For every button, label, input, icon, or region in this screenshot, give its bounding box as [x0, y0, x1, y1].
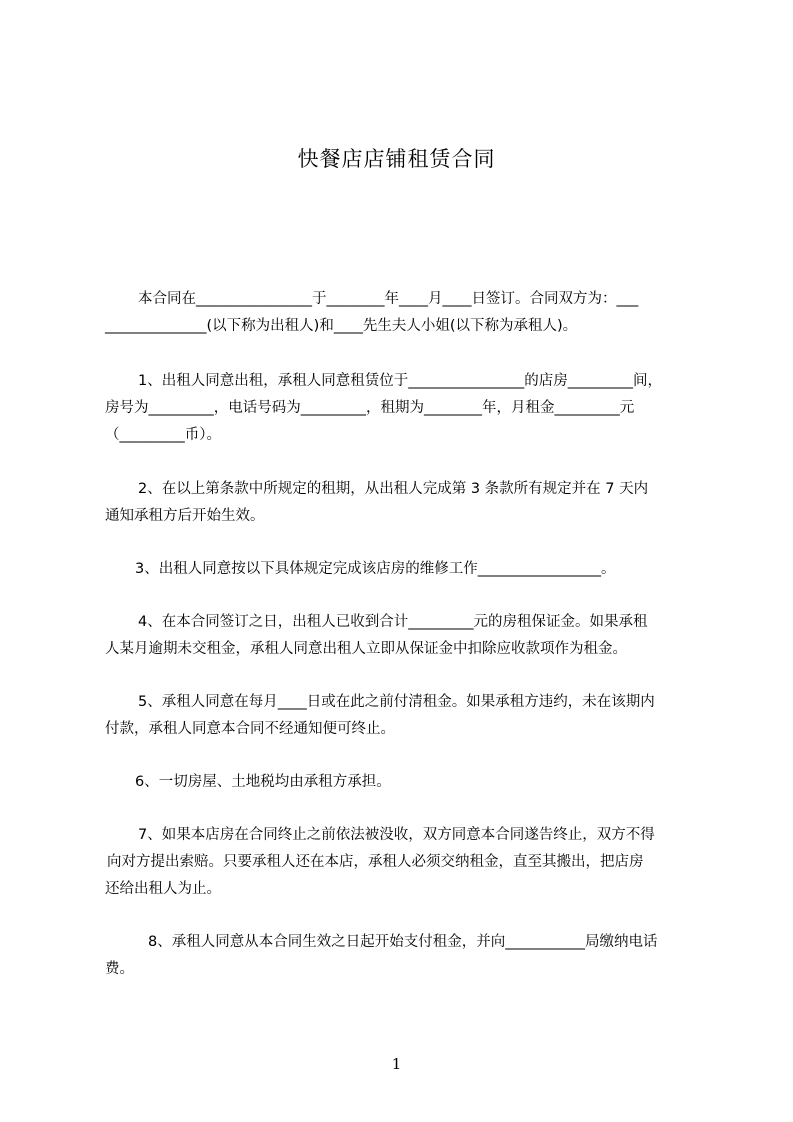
text-line: 费。: [105, 961, 134, 977]
document-title: 快餐店店铺租赁合同: [297, 147, 496, 171]
text-line: 房号为_________，电话号码为_________，租期为________年，月租金_________元: [105, 400, 635, 416]
text-line: 付款，承租人同意本合同不经通知便可终止。: [105, 721, 395, 737]
text-line: 6、一切房屋、土地税均由承租方承担。: [135, 774, 391, 790]
text-line: 8、承租人同意从本合同生效之日起开始支付租金，并向___________局缴纳电话: [148, 934, 658, 950]
text-line: 7、如果本店房在合同终止之前依法被没收，双方同意本合同遂告终止，双方不得: [138, 827, 655, 843]
text-line: 2、在以上第条款中所规定的租期，从出租人完成第 3 条款所有规定并在 7 天内: [138, 481, 649, 497]
text-line: 5、承租人同意在每月____日或在此之前付清租金。如果承租方违约，未在该期内: [138, 694, 655, 710]
text-line: 人某月逾期未交租金，承租人同意出租人立即从保证金中扣除应收款项作为租金。: [105, 641, 627, 657]
text-line: 还给出租人为止。: [105, 881, 221, 897]
text-line: 3、出租人同意按以下具体规定完成该店房的维修工作_________________。: [135, 561, 616, 577]
text-line: 通知承租方后开始生效。: [105, 508, 265, 524]
text-line: 4、在本合同签订之日，出租人已收到合计_________元的房租保证金。如果承租: [138, 614, 648, 630]
text-line: 1、出租人同意出租，承租人同意租赁位于________________的店房_________间，: [138, 373, 662, 389]
text-line: 向对方提出索赔。只要承租人还在本店，承租人必须交纳租金，直至其搬出，把店房: [107, 854, 644, 870]
text-line: （_________币）。: [105, 427, 221, 443]
text-line: 本合同在________________于________年____月____日签订。合同双方为：___: [138, 291, 639, 307]
page-number: 1: [391, 1055, 402, 1073]
text-line: ______________(以下称为出租人)和____先生夫人小姐(以下称为承租人)。: [105, 318, 578, 334]
